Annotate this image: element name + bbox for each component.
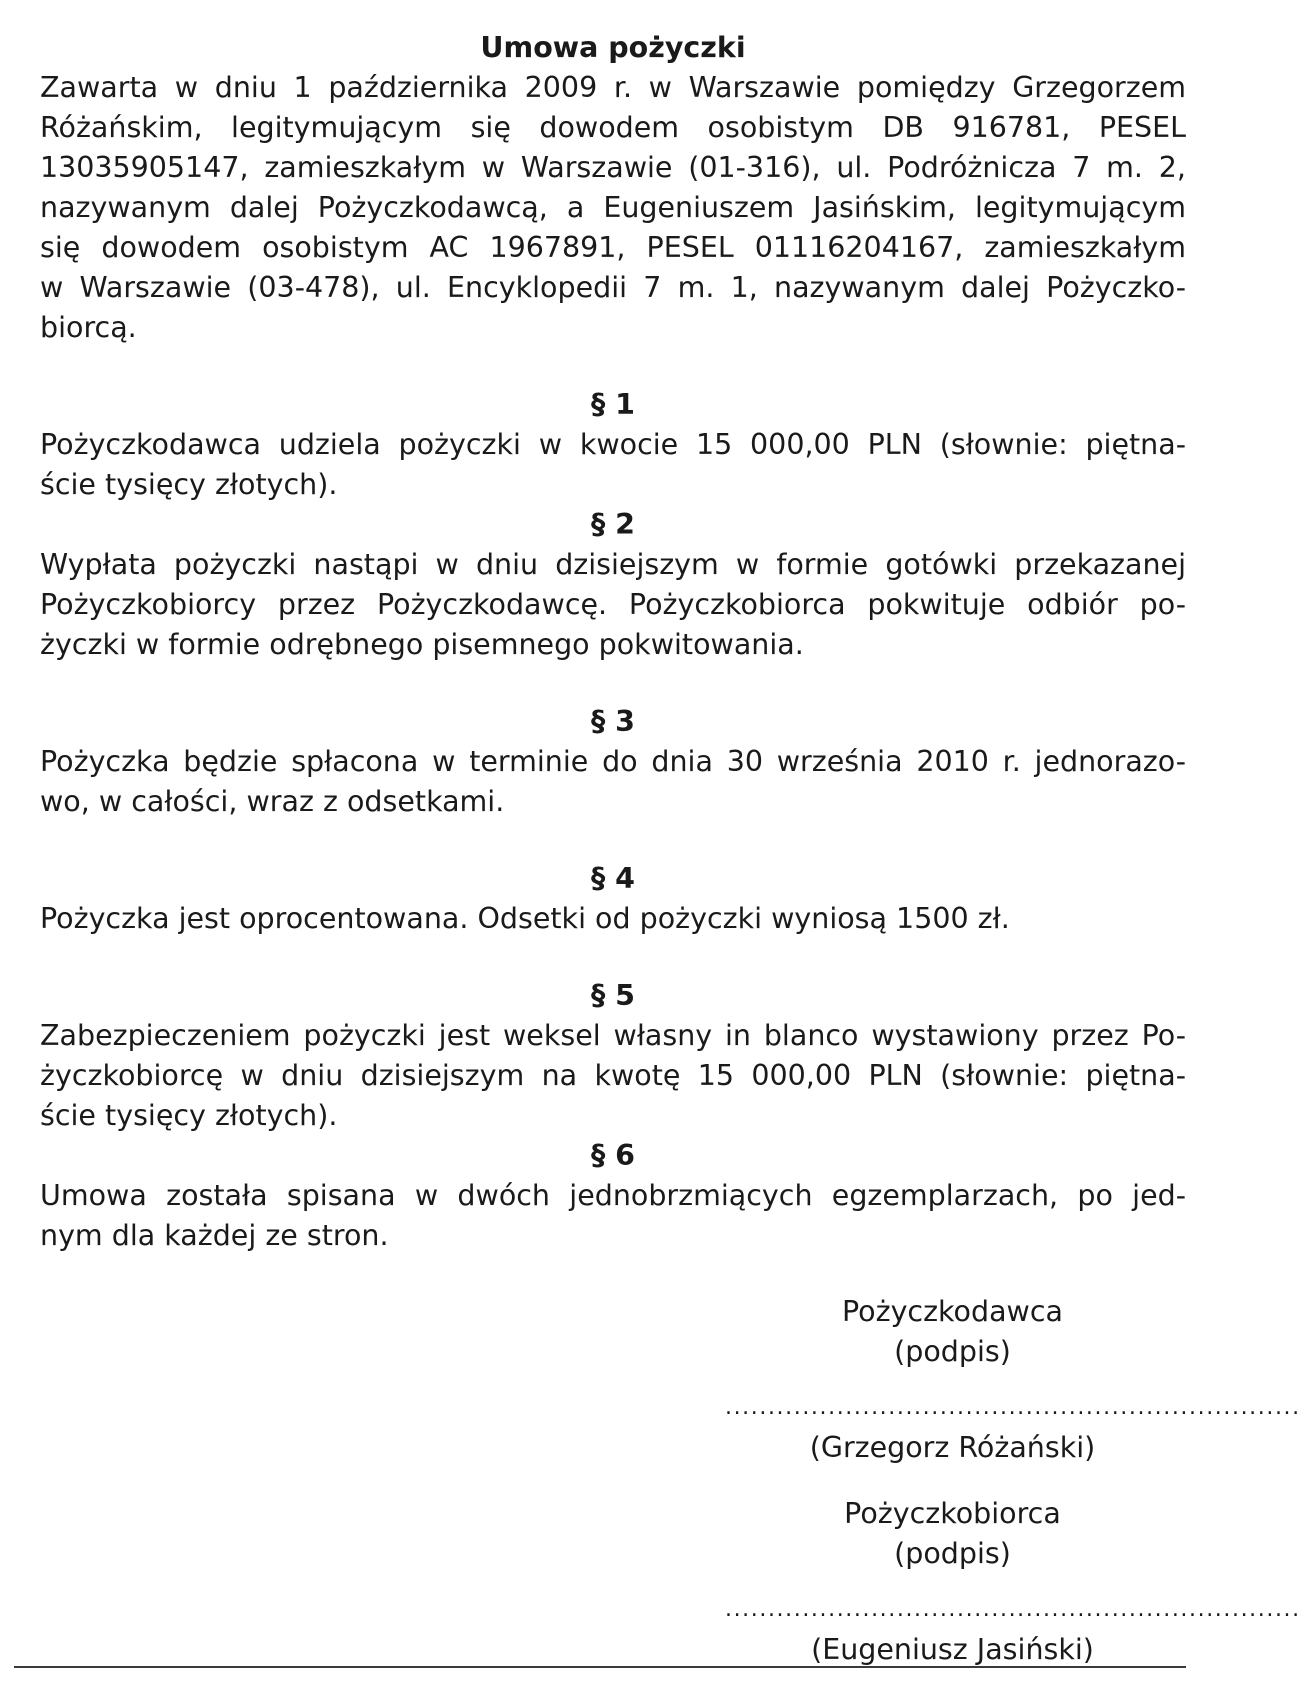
section-line: wo, w całości, wraz z odsetkami. [40,785,505,818]
section-line: Zabezpieczeniem pożyczki jest weksel własny in blanco wystawiony przez Po- [40,1019,1186,1052]
section-1 [40,385,1186,505]
section-heading: § 6 [590,1139,635,1172]
section-line: Umowa została spisana w dwóch jednobrzmiących egzemplarzach, po jed- [40,1179,1186,1212]
section-5 [40,976,1186,1136]
intro-line: biorcą. [40,311,137,344]
intro-line: Zawarta w dniu 1 października 2009 r. w Warszawie pomiędzy Grzegorzem [40,71,1186,104]
section-heading: § 3 [590,705,635,738]
bottom-divider [14,1666,1186,1668]
intro-line: się dowodem osobistym AC 1967891, PESEL 01116204167, zamieszkałym [40,231,1186,264]
signature-role: Pożyczkobiorca [844,1497,1061,1530]
section-line: życzkobiorcę w dniu dzisiejszym na kwotę 15 000,00 PLN (słownie: piętna- [40,1059,1186,1092]
borrower-signature-block [725,1494,1301,1670]
signature-dotted-line: ................................................................... [725,1597,1301,1622]
intro-paragraph [40,68,1186,348]
contract-document [40,28,1186,1256]
section-heading: § 1 [590,388,635,421]
section-line: nym dla każdej ze stron. [40,1219,389,1252]
intro-line: Różańskim, legitymującym się dowodem osobistym DB 916781, PESEL [40,111,1186,144]
signature-note: (podpis) [894,1537,1011,1570]
signature-note: (podpis) [894,1335,1011,1368]
section-line: życzki w formie odrębnego pisemnego pokwitowania. [40,628,804,661]
document-title: Umowa pożyczki [480,31,746,64]
section-heading: § 4 [590,862,635,895]
section-line: Pożyczkodawca udziela pożyczki w kwocie 15 000,00 PLN (słownie: piętna- [40,428,1186,461]
section-line: ście tysięcy złotych). [40,1099,338,1132]
section-2 [40,505,1186,665]
section-line: Wypłata pożyczki nastąpi w dniu dzisiejszym w formie gotówki przekazanej [40,548,1186,581]
section-line: ście tysięcy złotych). [40,468,338,501]
section-4 [40,859,1186,939]
signature-dotted-line: ................................................................... [725,1395,1301,1420]
lender-signature-block [725,1292,1301,1468]
signature-name: (Grzegorz Różański) [809,1431,1096,1464]
section-3 [40,702,1186,822]
signature-name: (Eugeniusz Jasiński) [811,1633,1094,1666]
intro-line: nazywanym dalej Pożyczkodawcą, a Eugeniuszem Jasińskim, legitymującym [40,191,1186,224]
intro-line: 13035905147, zamieszkałym w Warszawie (01-316), ul. Podróżnicza 7 m. 2, [40,151,1186,184]
section-line: Pożyczkobiorcy przez Pożyczkodawcę. Pożyczkobiorca pokwituje odbiór po- [40,588,1186,621]
section-6 [40,1136,1186,1256]
section-heading: § 5 [590,979,635,1012]
section-line: Pożyczka będzie spłacona w terminie do dnia 30 września 2010 r. jednorazo- [40,745,1186,778]
signature-role: Pożyczkodawca [842,1295,1063,1328]
section-heading: § 2 [590,508,635,541]
section-line: Pożyczka jest oprocentowana. Odsetki od pożyczki wyniosą 1500 zł. [40,902,1010,935]
intro-line: w Warszawie (03-478), ul. Encyklopedii 7 m. 1, nazywanym dalej Pożyczko- [40,271,1186,304]
